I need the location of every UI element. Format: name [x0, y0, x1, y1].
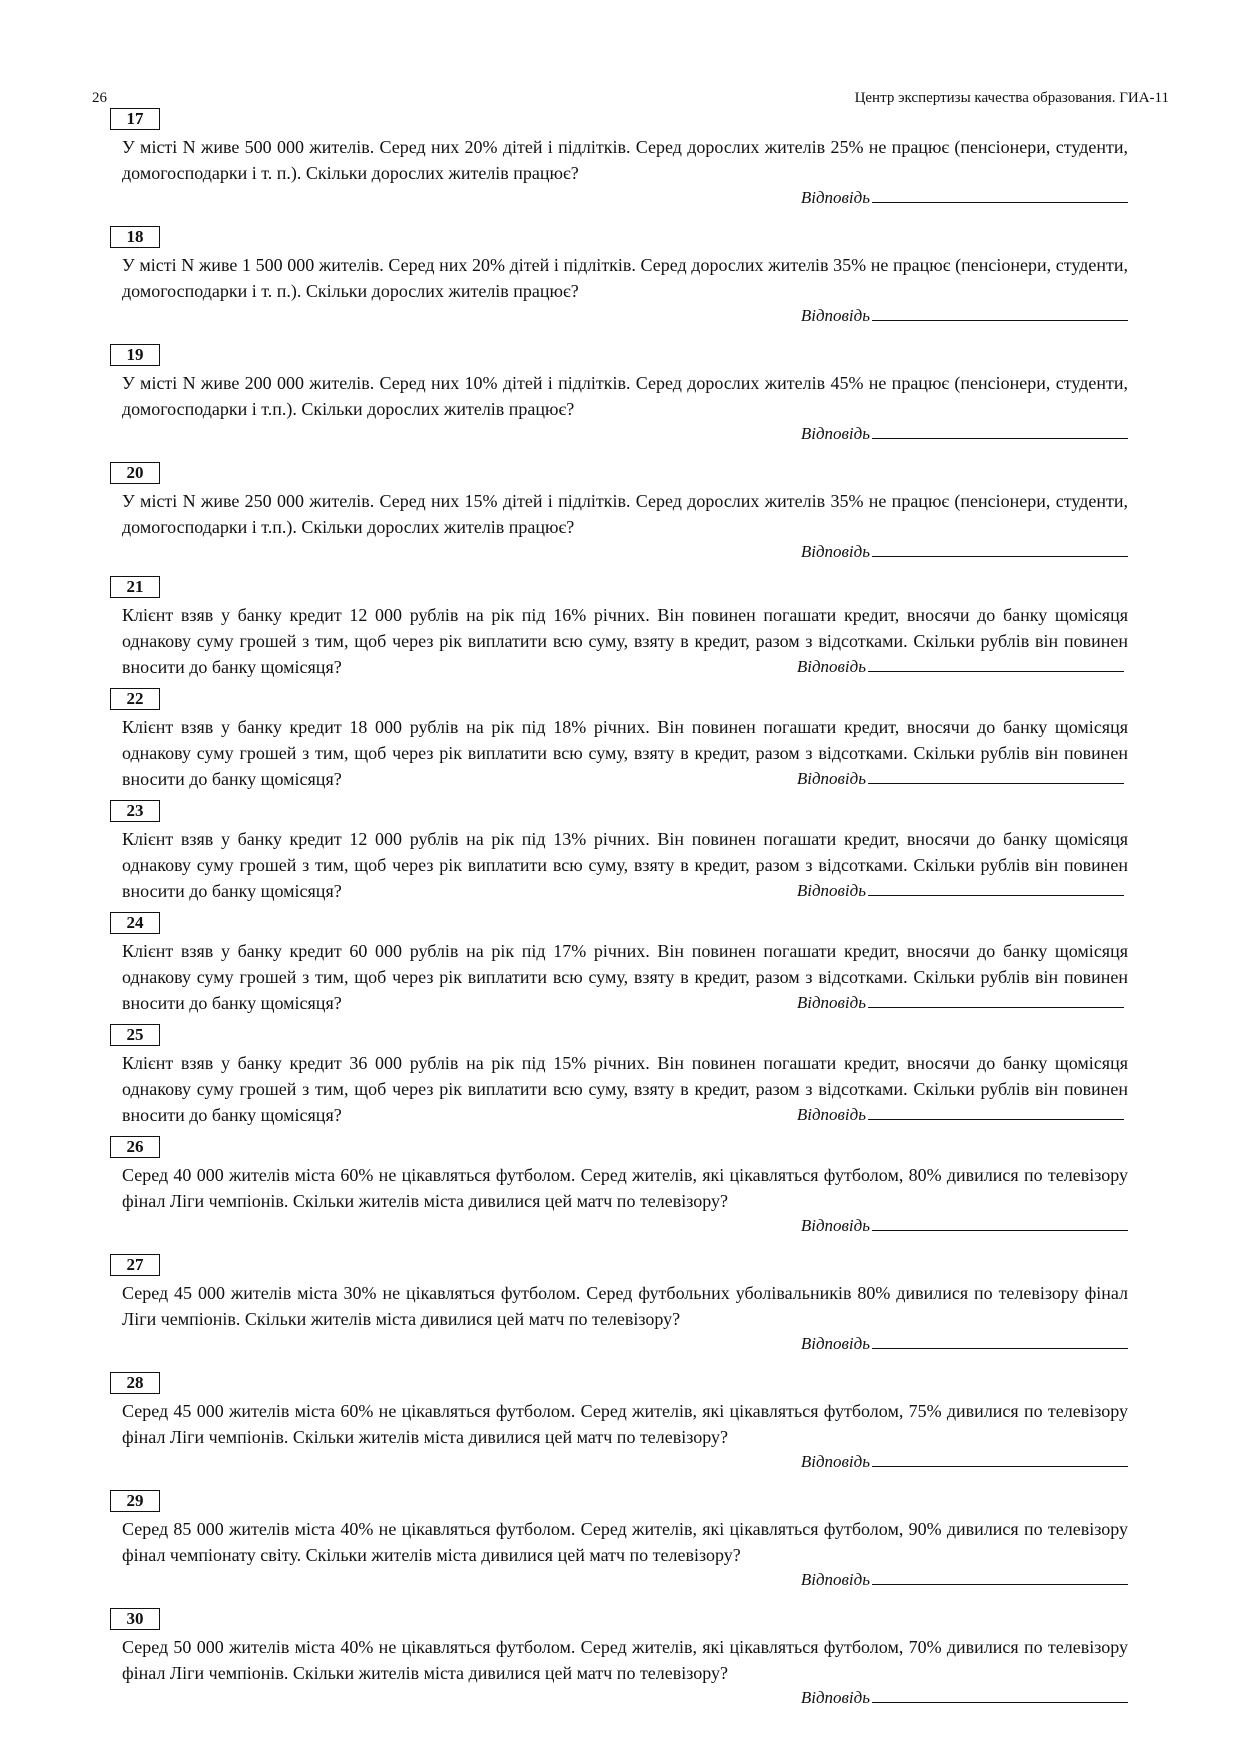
answer-row [122, 1332, 1128, 1356]
answer-field[interactable] [868, 1103, 1124, 1120]
task-26 [122, 1136, 1128, 1238]
answer-field[interactable] [872, 422, 1128, 439]
answer-row [797, 879, 1124, 902]
answer-field[interactable] [872, 1568, 1128, 1585]
answer-label: Відповідь [796, 769, 866, 788]
task-list [122, 108, 1128, 1710]
answer-row [797, 991, 1124, 1014]
task-text: Серед 45 000 жителів міста 60% не цікавляться футболом. Серед жителів, які цікавляться футболом, 75% дивилися по телевізору фінал Ліги чемпіонів. Скільки жителів міста дивилися цей матч по телевізору? [122, 1401, 1128, 1447]
task-number: 24 [110, 912, 160, 934]
page-number: 26 [92, 90, 107, 106]
answer-label: Відповідь [800, 424, 870, 443]
answer-field[interactable] [868, 655, 1124, 672]
task-22 [122, 688, 1128, 792]
task-number: 29 [110, 1490, 160, 1512]
task-text: Клієнт взяв у банку кредит 12 000 рублів на рік під 13% річних. Він повинен погашати кредит, вносячи до банку щомісяця однакову суму грошей з тим, щоб через рік виплатити всю суму, взяту в кредит, разом з відсотками. Скільки рублів він повинен вносити до банку щомісяця? [122, 829, 1128, 901]
answer-label: Відповідь [800, 1216, 870, 1235]
task-text: Серед 85 000 жителів міста 40% не цікавляться футболом. Серед жителів, які цікавляться футболом, 90% дивилися по телевізору фінал чемпіонату світу. Скільки жителів міста дивилися цей матч по телевізору? [122, 1519, 1128, 1565]
answer-label: Відповідь [800, 1334, 870, 1353]
task-text: Серед 45 000 жителів міста 30% не цікавляться футболом. Серед футбольних уболівальників 80% дивилися по телевізору фінал Ліги чемпіонів. Скільки жителів міста дивилися цей матч по телевізору? [122, 1283, 1128, 1329]
task-text: Клієнт взяв у банку кредит 60 000 рублів на рік під 17% річних. Він повинен погашати кредит, вносячи до банку щомісяця однакову суму грошей з тим, щоб через рік виплатити всю суму, взяту в кредит, разом з відсотками. Скільки рублів він повинен вносити до банку щомісяця? [122, 941, 1128, 1013]
answer-label: Відповідь [796, 993, 866, 1012]
task-19 [122, 344, 1128, 446]
answer-label: Відповідь [796, 657, 866, 676]
answer-label: Відповідь [796, 1105, 866, 1124]
answer-row [122, 1450, 1128, 1474]
answer-row [122, 540, 1128, 564]
answer-row [122, 1686, 1128, 1710]
task-27 [122, 1254, 1128, 1356]
task-text: Клієнт взяв у банку кредит 12 000 рублів на рік під 16% річних. Він повинен погашати кредит, вносячи до банку щомісяця однакову суму грошей з тим, щоб через рік виплатити всю суму, взяту в кредит, разом з відсотками. Скільки рублів він повинен вносити до банку щомісяця? [122, 605, 1128, 677]
task-28 [122, 1372, 1128, 1474]
task-number: 21 [110, 576, 160, 598]
task-text: Клієнт взяв у банку кредит 18 000 рублів на рік під 18% річних. Він повинен погашати кредит, вносячи до банку щомісяця однакову суму грошей з тим, щоб через рік виплатити всю суму, взяту в кредит, разом з відсотками. Скільки рублів він повинен вносити до банку щомісяця? [122, 717, 1128, 789]
answer-label: Відповідь [800, 188, 870, 207]
answer-field[interactable] [872, 1686, 1128, 1703]
task-24 [122, 912, 1128, 1016]
answer-field[interactable] [868, 991, 1124, 1008]
task-18 [122, 226, 1128, 328]
task-21 [122, 576, 1128, 680]
task-number: 25 [110, 1024, 160, 1046]
answer-row [797, 767, 1124, 790]
answer-row [797, 655, 1124, 678]
task-text: Серед 50 000 жителів міста 40% не цікавляться футболом. Серед жителів, які цікавляться футболом, 70% дивилися по телевізору фінал Ліги чемпіонів. Скільки жителів міста дивилися цей матч по телевізору? [122, 1637, 1128, 1683]
answer-field[interactable] [872, 1332, 1128, 1349]
task-number: 22 [110, 688, 160, 710]
answer-field[interactable] [868, 767, 1124, 784]
answer-row [122, 186, 1128, 210]
answer-label: Відповідь [800, 542, 870, 561]
answer-label: Відповідь [800, 1452, 870, 1471]
task-30 [122, 1608, 1128, 1710]
answer-field[interactable] [872, 1450, 1128, 1467]
task-number: 23 [110, 800, 160, 822]
answer-field[interactable] [872, 186, 1128, 203]
task-text: Серед 40 000 жителів міста 60% не цікавляться футболом. Серед жителів, які цікавляться футболом, 80% дивилися по телевізору фінал Ліги чемпіонів. Скільки жителів міста дивилися цей матч по телевізору? [122, 1165, 1128, 1211]
answer-label: Відповідь [800, 1570, 870, 1589]
task-text: У місті N живе 200 000 жителів. Серед них 10% дітей і підлітків. Серед дорослих жителів 45% не працює (пенсіонери, студенти, домогосподарки і т.п.). Скільки дорослих жителів працює? [122, 373, 1128, 419]
task-number: 28 [110, 1372, 160, 1394]
answer-field[interactable] [872, 1214, 1128, 1231]
answer-row [122, 304, 1128, 328]
task-number: 19 [110, 344, 160, 366]
task-25 [122, 1024, 1128, 1128]
task-text: У місті N живе 250 000 жителів. Серед них 15% дітей і підлітків. Серед дорослих жителів 35% не працює (пенсіонери, студенти, домогосподарки і т.п.). Скільки дорослих жителів працює? [122, 491, 1128, 537]
task-number: 17 [110, 108, 160, 130]
task-23 [122, 800, 1128, 904]
answer-field[interactable] [872, 304, 1128, 321]
task-number: 30 [110, 1608, 160, 1630]
task-text: У місті N живе 500 000 жителів. Серед них 20% дітей і підлітків. Серед дорослих жителів 25% не працює (пенсіонери, студенти, домогосподарки і т. п.). Скільки дорослих жителів працює? [122, 137, 1128, 183]
task-number: 20 [110, 462, 160, 484]
answer-label: Відповідь [800, 306, 870, 325]
answer-label: Відповідь [800, 1688, 870, 1707]
answer-row [122, 1568, 1128, 1592]
task-text: У місті N живе 1 500 000 жителів. Серед них 20% дітей і підлітків. Серед дорослих жителів 35% не працює (пенсіонери, студенти, домогосподарки і т. п.). Скільки дорослих жителів працює? [122, 255, 1128, 301]
task-number: 26 [110, 1136, 160, 1158]
answer-row [122, 1214, 1128, 1238]
task-17 [122, 108, 1128, 210]
answer-field[interactable] [872, 540, 1128, 557]
task-number: 27 [110, 1254, 160, 1276]
answer-row [122, 422, 1128, 446]
task-number: 18 [110, 226, 160, 248]
task-29 [122, 1490, 1128, 1592]
answer-field[interactable] [868, 879, 1124, 896]
answer-label: Відповідь [796, 881, 866, 900]
answer-row [797, 1103, 1124, 1126]
task-text: Клієнт взяв у банку кредит 36 000 рублів на рік під 15% річних. Він повинен погашати кредит, вносячи до банку щомісяця однакову суму грошей з тим, щоб через рік виплатити всю суму, взяту в кредит, разом з відсотками. Скільки рублів він повинен вносити до банку щомісяця? [122, 1053, 1128, 1125]
running-header: Центр экспертизы качества образования. ГИА-11 [854, 90, 1169, 106]
task-20 [122, 462, 1128, 564]
